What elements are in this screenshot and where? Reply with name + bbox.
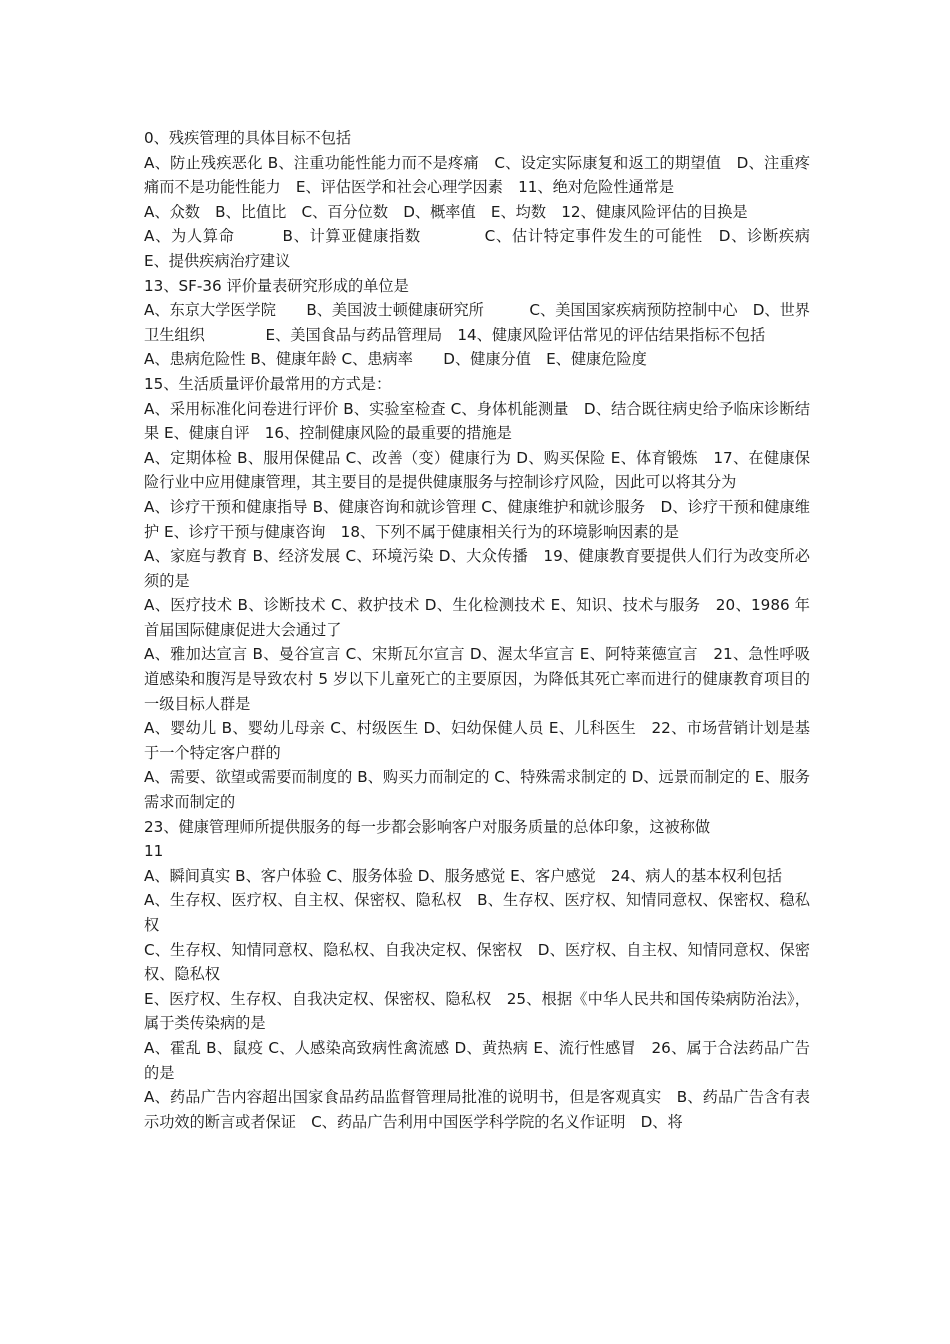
text-line: A、患病危险性 B、健康年龄 C、患病率 D、健康分值 E、健康危险度 <box>144 350 647 369</box>
text-line: A、婴幼儿 B、婴幼儿母亲 C、村级医生 D、妇幼保健人员 E、儿科医生 22、市场营销计划是基于一个特定客户群的 <box>144 719 810 762</box>
text-line: A、为人算命 B、计算亚健康指数 C、估计特定事件发生的可能性 D、诊断疾病 E、提供疾病治疗建议 <box>144 227 856 270</box>
text-line: 15、生活质量评价最常用的方式是： <box>144 374 392 393</box>
text-line: A、霍乱 B、鼠疫 C、人感染高致病性禽流感 D、黄热病 E、流行性感冒 26、属于合法药品广告的是 <box>144 1038 810 1082</box>
text-line: A、需要、欲望或需要而制度的 B、购买力而制定的 C、特殊需求制定的 D、远景而制定的 E、服务需求而制定的 <box>144 768 810 812</box>
document-body <box>144 126 856 1134</box>
text-line: A、医疗技术 B、诊断技术 C、救护技术 D、生化检测技术 E、知识、技术与服务 20、1986 年首届国际健康促进大会通过了 <box>144 596 810 639</box>
text-line: E、医疗权、生存权、自我决定权、保密权、隐私权 25、根据《中华人民共和国传染病防治法》，属于类传染病的是 <box>144 989 810 1033</box>
text-line: A、雅加达宣言 B、曼谷宣言 C、宋斯瓦尔宣言 D、渥太华宣言 E、阿特莱德宣言 21、急性呼吸道感染和腹泻是导致农村 5 岁以下儿童死亡的主要原因，为降低其死亡率而进行的健康教育项目的一级目标人群是 <box>144 645 810 713</box>
text-line: A、众数 B、比值比 C、百分位数 D、概率值 E、均数 12、健康风险评估的目换是 <box>144 202 748 221</box>
text-line: A、定期体检 B、服用保健品 C、改善（变）健康行为 D、购买保险 E、体育锻炼 17、在健康保险行业中应用健康管理，其主要目的是提供健康服务与控制诊疗风险，因此可以将其分为 <box>144 448 810 492</box>
text-line: 13、SF-36 评价量表研究形成的单位是 <box>144 276 409 295</box>
text-line: A、药品广告内容超出国家食品药品监督管理局批准的说明书，但是客观真实 B、药品广告含有表示功效的断言或者保证 C、药品广告利用中国医学科学院的名义作证明 D、将 <box>144 1088 810 1131</box>
text-line: 11 <box>144 842 164 861</box>
text-line: A、生存权、医疗权、自主权、保密权、隐私权 B、生存权、医疗权、知情同意权、保密权、稳私权 <box>144 891 810 934</box>
text-line: A、家庭与教育 B、经济发展 C、环境污染 D、大众传播 19、健康教育要提供人们行为改变所必须的是 <box>144 547 810 590</box>
text-line: 23、健康管理师所提供服务的每一步都会影响客户对服务质量的总体印象，这被称做 <box>144 817 711 836</box>
text-line: A、诊疗干预和健康指导 B、健康咨询和就诊管理 C、健康维护和就诊服务 D、诊疗干预和健康维护 E、诊疗干预与健康咨询 18、下列不属于健康相关行为的环境影响因素的是 <box>144 497 810 541</box>
text-line: A、东京大学医学院 B、美国波士顿健康研究所 C、美国国家疾病预防控制中心 D、世界卫生组织 E、美国食品与药品管理局 14、健康风险评估常见的评估结果指标不包括 <box>144 301 810 344</box>
text-line: A、瞬间真实 B、客户体验 C、服务体验 D、服务感觉 E、客户感觉 24、病人的基本权利包括 <box>144 866 783 885</box>
text-line: A、采用标准化问卷进行评价 B、实验室检查 C、身体机能测量 D、结合既往病史给予临床诊断结果 E、健康自评 16、控制健康风险的最重要的措施是 <box>144 399 810 443</box>
text-line: 0、残疾管理的具体目标不包括 <box>144 129 352 147</box>
text-line: C、生存权、知情同意权、隐私权、自我决定权、保密权 D、医疗权、自主权、知情同意权、保密权、隐私权 <box>144 940 810 984</box>
text-line: A、防止残疾恶化 B、注重功能性能力而不是疼痛 C、设定实际康复和返工的期望值 D、注重疼痛而不是功能性能力 E、评估医学和社会心理学因素 11、绝对危险性通常是 <box>144 153 810 197</box>
